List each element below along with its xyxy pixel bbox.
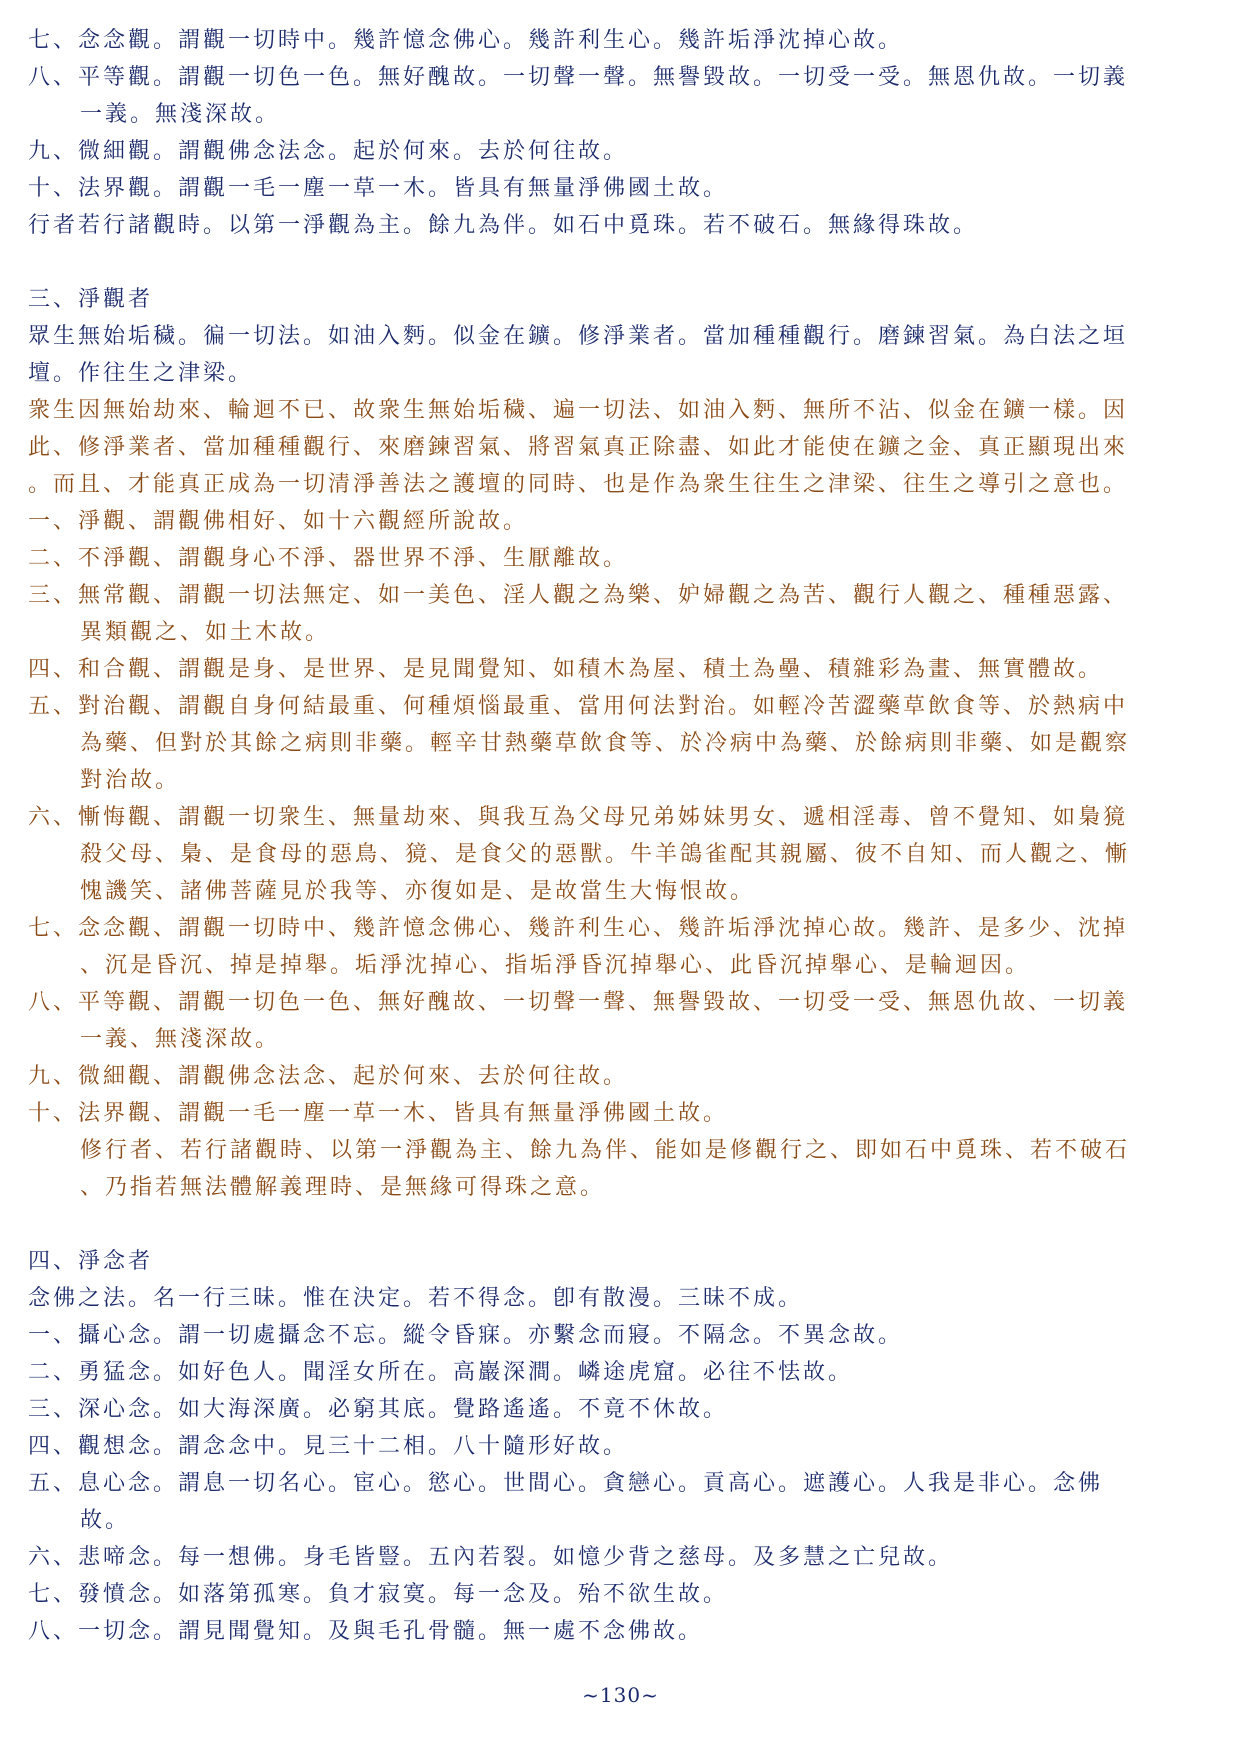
explanation-line: 殺父母、梟、是食母的惡鳥、獍、是食父的惡獸。牛羊鴿雀配其親屬、彼不自知、而人觀之、慚 [80, 842, 1131, 867]
page-number: ~130~ [582, 1683, 659, 1707]
explanation-line: 三、無常觀、謂觀一切法無定、如一美色、淫人觀之為樂、妒婦觀之為苦、觀行人觀之、種種惡露、 [28, 583, 1129, 608]
section-pure-contemplation [28, 281, 1211, 1206]
explanation-line: 愧譏笑、諸佛菩薩見於我等、亦復如是、是故當生大悔恨故。 [80, 879, 756, 904]
explanation-line: 此、修淨業者、當加種種觀行、來磨鍊習氣、將習氣真正除盡、如此才能使在鑛之金、真正顯現出來 [28, 435, 1129, 460]
text-line: 故。 [80, 1508, 131, 1533]
text-line: 行者若行諸觀時。以第一淨觀為主。餘九為伴。如石中覓珠。若不破石。無緣得珠故。 [28, 213, 979, 238]
text-line: 六、悲啼念。每一想佛。身毛皆豎。五內若裂。如憶少背之慈母。及多慧之亡兒故。 [28, 1545, 954, 1570]
explanation-line: 對治故。 [80, 768, 181, 793]
text-line: 二、勇猛念。如好色人。聞淫女所在。高巖深澗。嶙途虎窟。必往不怯故。 [28, 1360, 854, 1385]
paragraph-gap [28, 1206, 1211, 1243]
explanation-line: 七、念念觀、謂觀一切時中、幾許憶念佛心、幾許利生心、幾許垢淨沈掉心故。幾許、是多少、沈掉 [28, 916, 1129, 941]
original-text-line: 壇。作往生之津梁。 [28, 361, 254, 386]
explanation-line: 。而且、才能真正成為一切清淨善法之護壇的同時、也是作為衆生往生之津梁、往生之導引之意也。 [28, 472, 1129, 497]
section-heading: 四、淨念者 [28, 1249, 154, 1274]
explanation-line: 十、法界觀、謂觀一毛一塵一草一木、皆具有無量淨佛國土故。 [28, 1101, 729, 1126]
section-pure-mindfulness [28, 1243, 1211, 1650]
explanation-line: 、沉是昏沉、掉是掉舉。垢淨沈掉心、指垢淨昏沉掉舉心、此昏沉掉舉心、是輪迴因。 [80, 953, 1031, 978]
text-line: 一義。無淺深故。 [80, 102, 281, 127]
explanation-line: 六、慚悔觀、謂觀一切衆生、無量劫來、與我互為父母兄弟姊妹男女、遞相淫毒、曾不覺知、如梟獍 [28, 805, 1129, 830]
text-line: 念佛之法。名一行三昧。惟在決定。若不得念。卽有散漫。三昧不成。 [28, 1286, 804, 1311]
original-text-line: 眾生無始垢穢。徧一切法。如油入麪。似金在鑛。修淨業者。當加種種觀行。磨鍊習氣。為白法之垣 [28, 324, 1129, 349]
text-line: 七、念念觀。謂觀一切時中。幾許憶念佛心。幾許利生心。幾許垢淨沈掉心故。 [28, 28, 904, 53]
explanation-line: 為藥、但對於其餘之病則非藥。輕辛甘熱藥草飲食等、於冷病中為藥、於餘病則非藥、如是觀察 [80, 731, 1131, 756]
section-heading: 三、淨觀者 [28, 287, 154, 312]
text-line: 五、息心念。謂息一切名心。宦心。慾心。世間心。貪戀心。貢高心。遮護心。人我是非心。念佛 [28, 1471, 1104, 1496]
explanation-line: 四、和合觀、謂觀是身、是世界、是見聞覺知、如積木為屋、積土為壘、積雜彩為畫、無實體故。 [28, 657, 1104, 682]
text-line: 八、平等觀。謂觀一切色一色。無好醜故。一切聲一聲。無譽毀故。一切受一受。無恩仇故。一切義 [28, 65, 1129, 90]
explanation-line: 二、不淨觀、謂觀身心不淨、器世界不淨、生厭離故。 [28, 546, 629, 571]
text-line: 九、微細觀。謂觀佛念法念。起於何來。去於何往故。 [28, 139, 629, 164]
explanation-line: 一義、無淺深故。 [80, 1027, 281, 1052]
explanation-line: 異類觀之、如土木故。 [80, 620, 331, 645]
explanation-line: 八、平等觀、謂觀一切色一色、無好醜故、一切聲一聲、無譽毀故、一切受一受、無恩仇故、一切義 [28, 990, 1129, 1015]
text-line: 八、一切念。謂見聞覺知。及與毛孔骨髓。無一處不念佛故。 [28, 1619, 704, 1644]
upper-contemplation-list [28, 22, 1211, 244]
text-line: 三、深心念。如大海深廣。必窮其底。覺路遙遙。不竟不休故。 [28, 1397, 729, 1422]
explanation-line: 衆生因無始劫來、輪迴不已、故衆生無始垢穢、遍一切法、如油入麪、無所不沾、似金在鑛一樣。因 [28, 398, 1129, 423]
explanation-line: 一、淨觀、謂觀佛相好、如十六觀經所說故。 [28, 509, 529, 534]
text-line: 十、法界觀。謂觀一毛一塵一草一木。皆具有無量淨佛國土故。 [28, 176, 729, 201]
explanation-line: 、乃指若無法體解義理時、是無緣可得珠之意。 [80, 1175, 606, 1200]
explanation-line: 九、微細觀、謂觀佛念法念、起於何來、去於何往故。 [28, 1064, 629, 1089]
text-line: 四、觀想念。謂念念中。見三十二相。八十隨形好故。 [28, 1434, 629, 1459]
explanation-line: 修行者、若行諸觀時、以第一淨觀為主、餘九為伴、能如是修觀行之、即如石中覓珠、若不破石 [80, 1138, 1131, 1163]
text-line: 一、攝心念。謂一切處攝念不忘。縱令昏寐。亦繫念而寢。不隔念。不異念故。 [28, 1323, 904, 1348]
paragraph-gap [28, 244, 1211, 281]
explanation-line: 五、對治觀、謂觀自身何結最重、何種煩惱最重、當用何法對治。如輕冷苦澀藥草飲食等、於熱病中 [28, 694, 1129, 719]
text-line: 七、發憤念。如落第孤寒。負才寂寞。每一念及。殆不欲生故。 [28, 1582, 729, 1607]
